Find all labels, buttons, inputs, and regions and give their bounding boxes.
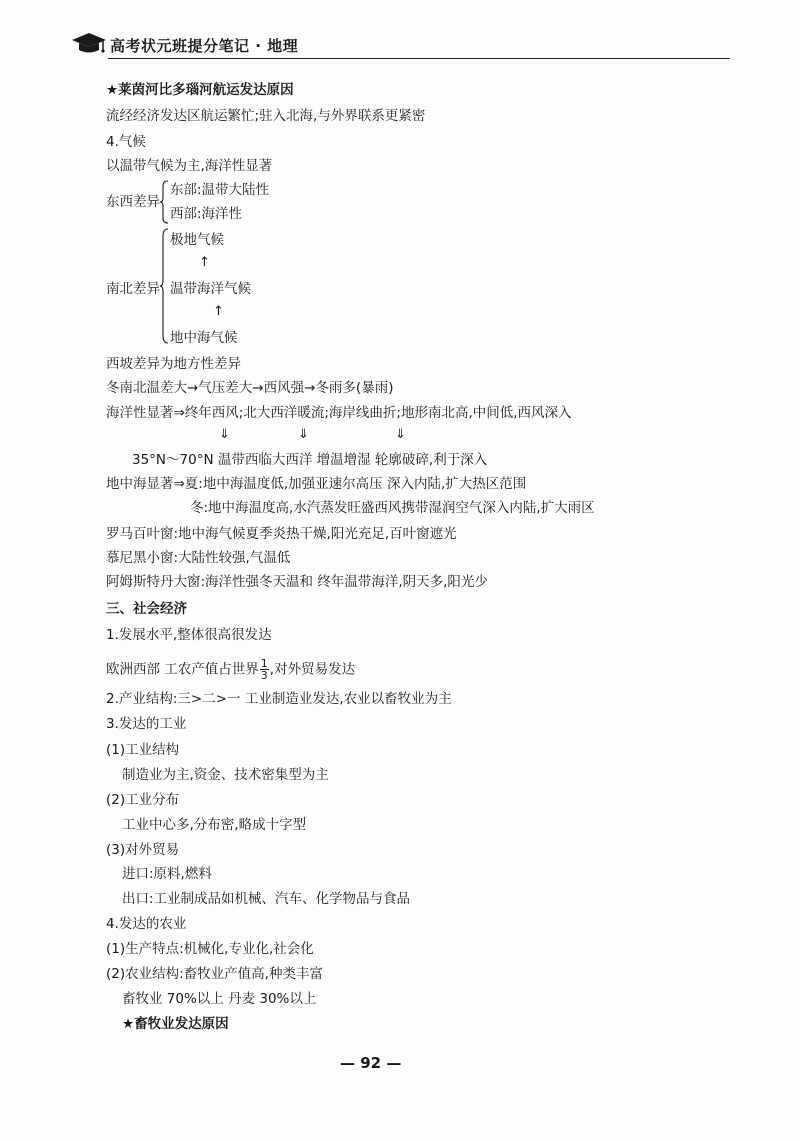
running-header bbox=[70, 28, 730, 58]
text-line: 畜牧业 70%以上 丹麦 30%以上 bbox=[122, 991, 317, 1007]
text-line: 流经经济发达区航运繁忙;驻入北海,与外界联系更紧密 bbox=[106, 108, 426, 124]
subheading: (2)工业分布 bbox=[106, 792, 180, 808]
subheading: (1)生产特点:机械化,专业化,社会化 bbox=[106, 941, 314, 957]
up-arrow-icon: ↑ bbox=[213, 304, 224, 319]
down-arrow-icon: ⇓ bbox=[298, 427, 309, 442]
header-rule bbox=[108, 58, 730, 59]
text-line-with-fraction bbox=[106, 658, 355, 681]
text-line: 出口:工业制成品如机械、汽车、化学物品与食品 bbox=[122, 891, 411, 907]
text-line: 地中海显著⇒夏:地中海温度低,加强亚速尔高压 深入内陆,扩大热区范围 bbox=[106, 476, 527, 492]
left-brace bbox=[160, 180, 170, 224]
subheading: (2)农业结构:畜牧业产值高,种类丰富 bbox=[106, 966, 323, 982]
section-heading: 4.气候 bbox=[106, 134, 146, 150]
graduation-cap-icon bbox=[70, 30, 108, 56]
header-title: 高考状元班提分笔记 · 地理 bbox=[110, 37, 299, 55]
text-line: 2.产业结构:三>二>一 工业制造业发达,农业以畜牧业为主 bbox=[106, 691, 452, 707]
down-arrow-icon: ⇓ bbox=[395, 427, 406, 442]
text-line: 工业中心多,分布密,略成十字型 bbox=[122, 817, 307, 833]
section-heading: 4.发达的农业 bbox=[106, 916, 187, 932]
fraction-denominator: 3 bbox=[260, 669, 268, 682]
text-line: 阿姆斯特丹大窗:海洋性强冬天温和 终年温带海洋,阴天多,阳光少 bbox=[106, 574, 488, 590]
section-heading: 3.发达的工业 bbox=[106, 716, 187, 732]
subheading: (1)工业结构 bbox=[106, 742, 180, 758]
up-arrow-icon: ↑ bbox=[199, 255, 210, 270]
ew-diff-label: 东西差异 bbox=[106, 194, 160, 210]
text-line: 海洋性显著⇒终年西风;北大西洋暖流;海岸线曲折;地形南北高,中间低,西风深入 bbox=[106, 405, 572, 421]
ns-diff-item: 极地气候 bbox=[170, 232, 224, 248]
ns-diff-label: 南北差异 bbox=[106, 281, 160, 297]
text-line: 以温带气候为主,海洋性显著 bbox=[106, 158, 273, 174]
text-line: 慕尼黑小窗:大陆性较强,气温低 bbox=[106, 550, 291, 566]
text-line: 35°N～70°N 温带西临大西洋 增温增湿 轮廓破碎,利于深入 bbox=[132, 452, 488, 468]
text-line: ★畜牧业发达原因 bbox=[122, 1016, 229, 1032]
fraction-suffix: ,对外贸易发达 bbox=[269, 661, 356, 678]
page-number: — 92 — bbox=[340, 1054, 402, 1072]
left-brace bbox=[160, 228, 170, 344]
text-line: 冬南北温差大→气压差大→西风强→冬雨多(暴雨) bbox=[106, 380, 394, 396]
fraction-numerator: 1 bbox=[260, 657, 268, 670]
ns-diff-item: 地中海气候 bbox=[170, 330, 238, 346]
text-line: 制造业为主,资金、技术密集型为主 bbox=[122, 767, 329, 783]
section-heading: 三、社会经济 bbox=[106, 601, 187, 617]
fraction bbox=[260, 658, 269, 681]
ns-diff-item: 温带海洋气候 bbox=[170, 281, 251, 297]
ew-diff-item: 西部:海洋性 bbox=[170, 206, 243, 222]
subheading: (3)对外贸易 bbox=[106, 842, 180, 858]
text-line: 进口:原料,燃料 bbox=[122, 866, 212, 882]
section-heading: 1.发展水平,整体很高很发达 bbox=[106, 627, 272, 643]
text-line: ★莱茵河比多瑙河航运发达原因 bbox=[106, 82, 294, 98]
text-line: 冬:地中海温度高,水汽蒸发旺盛西风携带湿润空气深入内陆,扩大雨区 bbox=[190, 500, 595, 516]
ew-diff-item: 东部:温带大陆性 bbox=[170, 182, 270, 198]
text-line: 西坡差异为地方性差异 bbox=[106, 356, 241, 372]
text-line: 罗马百叶窗:地中海气候夏季炎热干燥,阳光充足,百叶窗遮光 bbox=[106, 526, 457, 542]
down-arrow-icon: ⇓ bbox=[219, 427, 230, 442]
fraction-prefix: 欧洲西部 工农产值占世界 bbox=[106, 661, 259, 678]
